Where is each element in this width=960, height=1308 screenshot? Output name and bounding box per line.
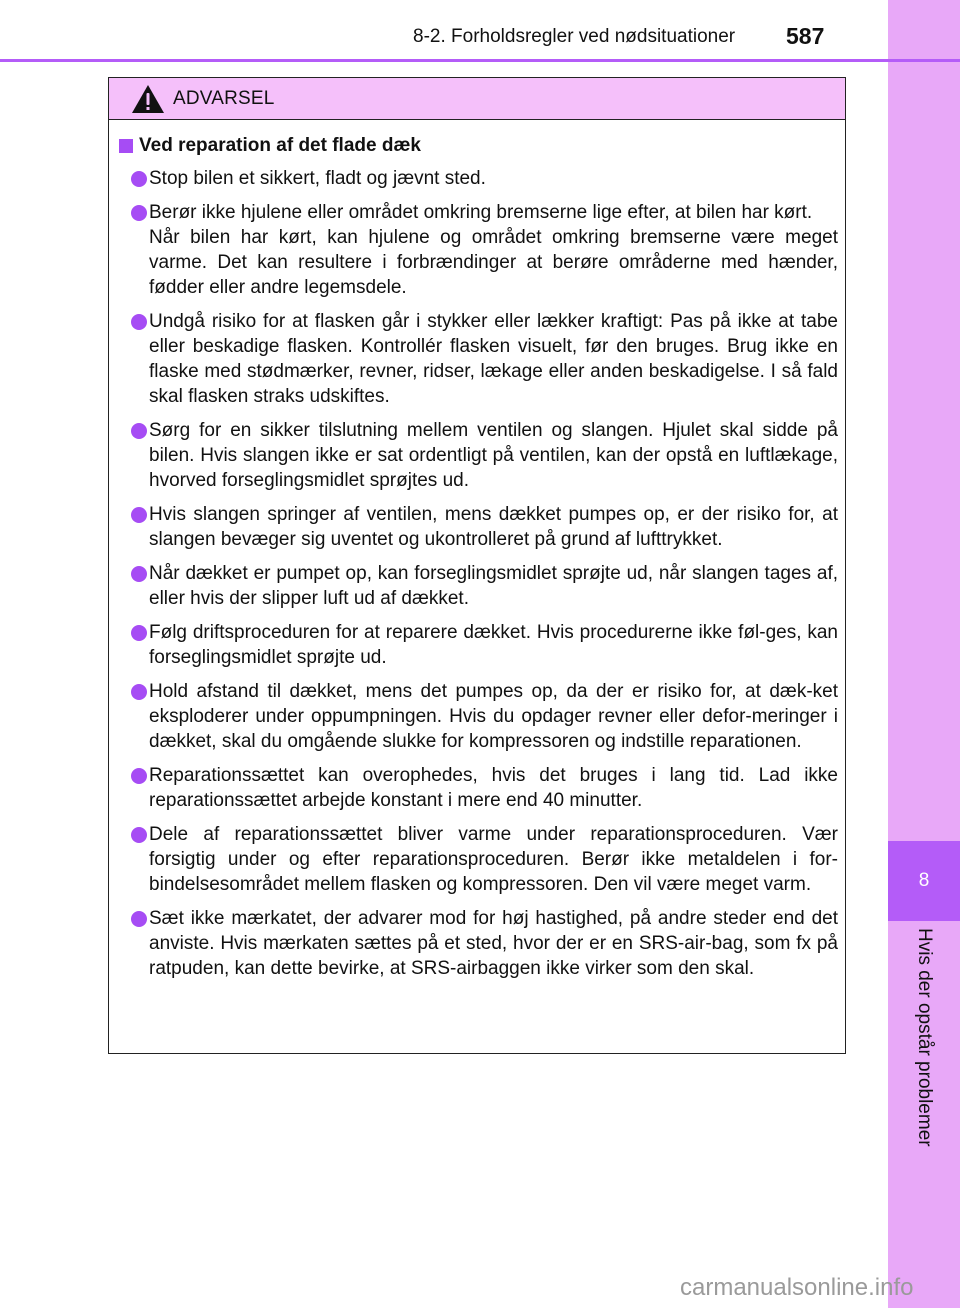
warning-body xyxy=(109,120,845,981)
round-bullet-icon xyxy=(131,507,147,523)
round-bullet-icon xyxy=(131,625,147,641)
round-bullet-icon xyxy=(131,314,147,330)
square-bullet-icon xyxy=(119,139,133,153)
bullet-item xyxy=(119,418,838,493)
round-bullet-icon xyxy=(131,684,147,700)
bullet-text: Reparationssættet kan overophedes, hvis det bruges i lang tid. Lad ikke reparationssættet arbejde konstant i mere end 40 minutter. xyxy=(149,765,838,811)
bullet-text: Dele af reparationssættet bliver varme under reparationsproceduren. Vær forsigtig under og efter reparationsproceduren. Berør ikke metaldelen i for-bindelsesområdet mellem flasken og kompressoren. Den vil være meget varm. xyxy=(149,824,838,895)
round-bullet-icon xyxy=(131,911,147,927)
round-bullet-icon xyxy=(131,566,147,582)
bullet-text: Hold afstand til dækket, mens det pumpes op, da der er risiko for, at dæk-ket eksploderer under oppumpningen. Hvis du opdager revner eller defor-meringer i dækket, skal du omgående slukke for kompressoren og indstille reparationen. xyxy=(149,681,838,752)
round-bullet-icon xyxy=(131,171,147,187)
watermark: carmanualsonline.info xyxy=(680,1274,914,1301)
page-number: 587 xyxy=(786,23,825,49)
round-bullet-icon xyxy=(131,205,147,221)
header-divider xyxy=(0,59,960,62)
bullet-item xyxy=(119,822,838,897)
bullet-text: Følg driftsproceduren for at reparere dækket. Hvis procedurerne ikke føl-ges, kan forseglingsmidlet sprøjte ud. xyxy=(149,622,838,668)
bullet-text: Stop bilen et sikkert, fladt og jævnt sted. xyxy=(149,168,486,189)
round-bullet-icon xyxy=(131,768,147,784)
warning-triangle-icon xyxy=(131,84,165,114)
bullet-list xyxy=(119,166,838,981)
chapter-title: Hvis der opstår problemer xyxy=(914,928,935,1147)
bullet-item xyxy=(119,166,838,191)
round-bullet-icon xyxy=(131,827,147,843)
warning-title: ADVARSEL xyxy=(173,87,275,109)
bullet-text: Undgå risiko for at flasken går i stykker eller lækker kraftigt: Pas på ikke at tabe eller beskadige flasken. Kontrollér flasken visuelt, før den bruges. Brug ikke en flaske med stødmærker, revner, ridser, lækage eller anden beskadigelse. I så fald skal flasken straks udskiftes. xyxy=(149,311,838,407)
bullet-item xyxy=(119,309,838,409)
bullet-item xyxy=(119,200,838,300)
warning-header xyxy=(109,78,845,120)
section-heading xyxy=(119,135,838,157)
warning-box xyxy=(108,77,846,1054)
bullet-item xyxy=(119,679,838,754)
bullet-item xyxy=(119,906,838,981)
bullet-text: Hvis slangen springer af ventilen, mens dækket pumpes op, er der risiko for, at slangen bevæger sig uventet og ukontrolleret på grund af lufttrykket. xyxy=(149,504,838,550)
chapter-number: 8 xyxy=(918,870,930,891)
bullet-text: Når bilen har kørt, kan hjulene og området omkring bremserne være meget varme. Det kan resultere i forbrændinger at berøre områderne med hænder, fødder eller andre legemsdele. xyxy=(149,227,838,298)
bullet-item xyxy=(119,502,838,552)
section-heading-text: Ved reparation af det flade dæk xyxy=(139,135,421,156)
bullet-item xyxy=(119,620,838,670)
bullet-item xyxy=(119,561,838,611)
round-bullet-icon xyxy=(131,423,147,439)
bullet-item xyxy=(119,763,838,813)
section-title: 8-2. Forholdsregler ved nødsituationer xyxy=(413,26,736,47)
bullet-text: Når dækket er pumpet op, kan forseglingsmidlet sprøjte ud, når slangen tages af, eller hvis der slipper luft ud af dækket. xyxy=(149,563,838,609)
bullet-text: Sørg for en sikker tilslutning mellem ventilen og slangen. Hjulet skal sidde på bilen. Hvis slangen ikke er sat ordentligt på ventilen, kan der opstå en luftlækage, hvorved forseglingsmidlet sprøjtes ud. xyxy=(149,420,838,491)
bullet-text: Sæt ikke mærkatet, der advarer mod for høj hastighed, på andre steder end det anviste. Hvis mærkaten sættes på et sted, hvor der er en SRS-air-bag, som fx på ratpuden, kan dette bevirke, at SRS-airbaggen ikke virker som den skal. xyxy=(149,908,838,979)
bullet-text: Berør ikke hjulene eller området omkring bremserne lige efter, at bilen har kørt. xyxy=(149,202,813,223)
chapter-tab[interactable] xyxy=(888,841,960,921)
chapter-title-vertical xyxy=(888,928,960,1168)
